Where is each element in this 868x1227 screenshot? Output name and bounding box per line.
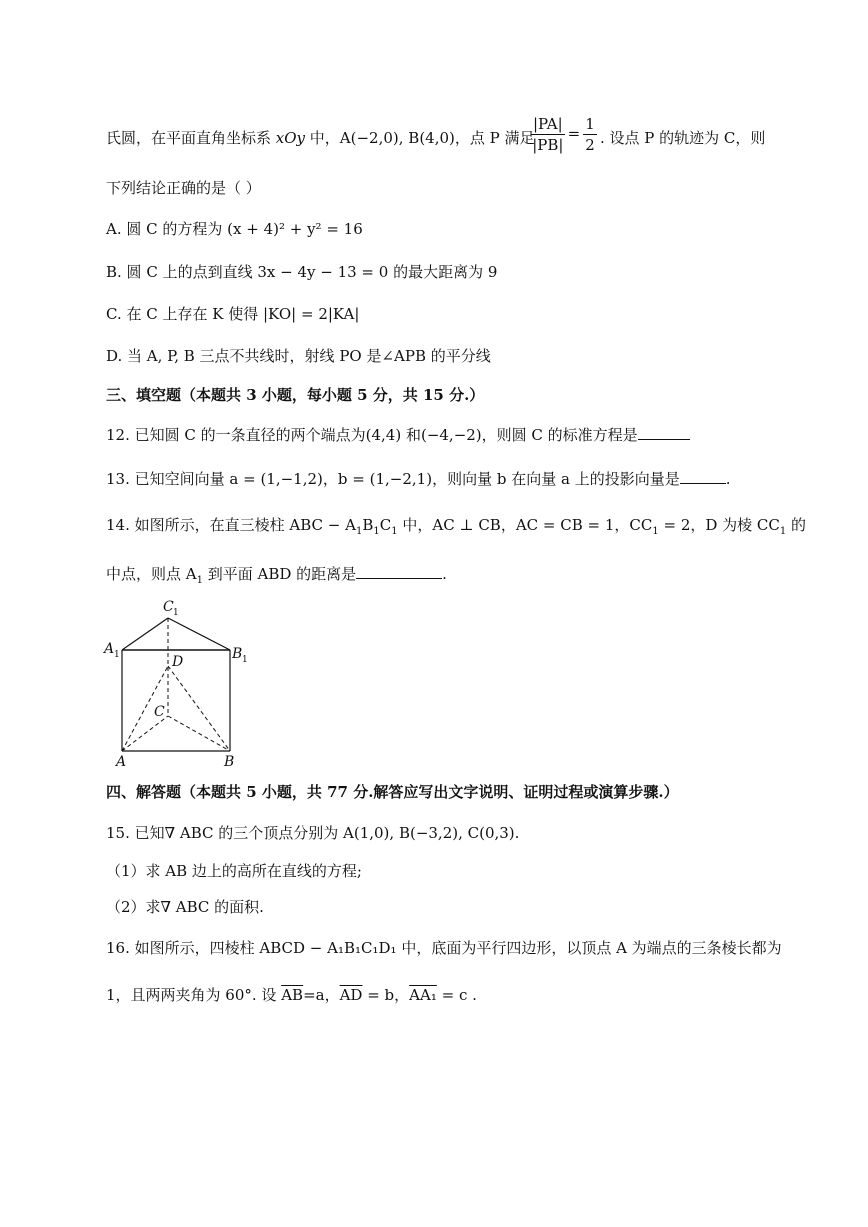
q14-d: 中，AC ⊥ CB，AC = CB = 1，CC (397, 516, 653, 534)
q14-sub2: 1 (373, 526, 380, 537)
q16-eq2: = b， (362, 986, 410, 1004)
q14-l2b: 到平面 ABD 的距离是 (202, 565, 357, 583)
q15-sub1: （1）求 AB 边上的高所在直线的方程; (106, 862, 362, 880)
section4-heading: 四、解答题（本题共 5 小题，共 77 分.解答应写出文字说明、证明过程或演算步骤.） (106, 783, 679, 801)
frac-eq: = (567, 124, 581, 143)
label-a1-sub: 1 (114, 650, 120, 660)
q14-sub4: 1 (652, 526, 659, 537)
label-c: C (154, 704, 165, 720)
q13-sep: ， (322, 470, 338, 488)
label-a: A (116, 754, 127, 768)
q15-sub2: （2）求∇ ABC 的面积. (106, 898, 264, 916)
edge-cb (168, 716, 230, 751)
q11-line2: 下列结论正确的是（ ） (106, 179, 261, 197)
half-num: 1 (585, 115, 595, 133)
half-den: 2 (585, 136, 595, 154)
q16-vec-aa1: AA₁ (409, 986, 437, 1004)
q16-text-a: 1，且两两夹角为 60°. 设 (106, 986, 282, 1004)
q14-end: . (442, 565, 447, 583)
q11-option-a: A. 圆 C 的方程为 (x + 4)² + y² = 16 (106, 220, 363, 238)
q13-text-a: 13. 已知空间向量 (106, 470, 230, 488)
q14-sub3: 1 (391, 526, 398, 537)
q14-line2 (106, 563, 447, 592)
edge-a1c1 (122, 618, 168, 650)
q14-f: 的 (786, 516, 807, 534)
q13-text-b: ，则向量 b 在向量 a 上的投影向量是 (432, 470, 680, 488)
q13-b-vector: b = (1,−2,1) (337, 470, 433, 488)
q11-points: A(−2,0), B(4,0) (339, 129, 455, 147)
edge-db (168, 666, 230, 751)
q13-end: . (725, 470, 731, 488)
q16-vec-ad: $\overline{AD}$ (339, 986, 363, 1004)
q16-eq3: = c . (436, 986, 477, 1004)
q15-line1: 15. 已知∇ ABC 的三个顶点分别为 A(1,0), B(−3,2), C(0,3). (106, 824, 520, 842)
frac-num: |PA| (533, 115, 563, 133)
section3-heading: 三、填空题（本题共 3 小题，每小题 5 分，共 15 分.） (106, 386, 485, 404)
label-d: D (172, 654, 184, 670)
q11-line1-end: . 设点 P 的轨迹为 C，则 (600, 129, 766, 147)
q12-body: 12. 已知圆 C 的一条直径的两个端点为(4,4) 和(−4,−2)，则圆 C 的标准方程是 (106, 426, 638, 444)
label-c1-sub: 1 (173, 608, 179, 618)
label-a1: A (104, 641, 115, 657)
q11-text-a: 氏圆，在平面直角坐标系 (106, 129, 276, 147)
q13-blank (680, 469, 726, 484)
q11-option-c: C. 在 C 上存在 K 使得 |KO| = 2|KA| (106, 305, 360, 323)
q14-b: B (362, 516, 374, 534)
q14-c: C (379, 516, 392, 534)
q14-l2a: 中点，则点 A (106, 565, 197, 583)
frac-den: |PB| (532, 136, 564, 154)
q14-sub6: 1 (196, 575, 203, 586)
q11-fraction (528, 114, 600, 155)
q14-sub1: 1 (355, 526, 363, 537)
q14-blank (356, 564, 442, 579)
q11-text-c: ，点 P 满足 (454, 129, 535, 147)
q14-line1 (106, 514, 806, 543)
q14-e: = 2，D 为棱 CC (658, 516, 780, 534)
q16-eq1: =a， (303, 986, 340, 1004)
edge-c1b1 (168, 618, 230, 650)
q13-a-vector: a = (1,−1,2) (229, 470, 323, 488)
prism-figure (100, 596, 260, 768)
edge-ac (122, 716, 168, 751)
q14-a: 14. 如图所示，在直三棱柱 ABC − A (106, 516, 356, 534)
q16-line1: 16. 如图所示，四棱柱 ABCD − A₁B₁C₁D₁ 中，底面为平行四边形，以顶点 A 为端点的三条棱长都为 (106, 939, 782, 957)
label-b: B (224, 754, 235, 768)
q11-text-b: 中， (305, 129, 340, 147)
label-c1: C (163, 599, 174, 615)
q12-blank (638, 425, 690, 440)
q16-line2 (106, 984, 477, 1006)
q11-line1 (106, 127, 535, 149)
q12-text (106, 424, 690, 446)
q14-sub5: 1 (779, 526, 787, 537)
q16-vec-ab: $\overline{AB}$ (281, 986, 304, 1004)
q11-option-b: B. 圆 C 上的点到直线 3x − 4y − 13 = 0 的最大距离为 9 (106, 263, 498, 281)
label-b1: B (232, 646, 243, 662)
q11-option-d: D. 当 A, P, B 三点不共线时，射线 PO 是∠APB 的平分线 (106, 347, 491, 365)
q11-xoy: xOy (275, 129, 306, 147)
q13-text (106, 468, 730, 490)
label-b1-sub: 1 (242, 655, 248, 665)
